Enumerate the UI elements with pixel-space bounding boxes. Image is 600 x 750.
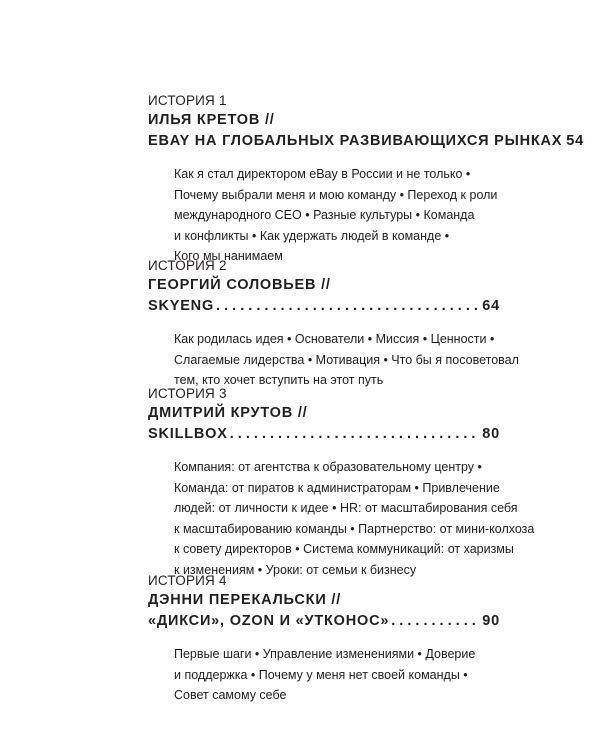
description-line: Как родилась идея • Основатели • Миссия • Ценности • xyxy=(174,332,495,346)
description-line: тем, кто хочет вступить на этот путь xyxy=(174,373,384,387)
page-number: 80 xyxy=(482,426,500,442)
dot-leader xyxy=(230,425,481,444)
description-line: Совет самому себе xyxy=(174,688,287,702)
description-line: Команда: от пиратов к администраторам • Привлечение xyxy=(174,480,500,495)
story-label: ИСТОРИЯ 3 xyxy=(148,386,227,401)
description-line: Почему выбрали меня и мою команду • Переход к роли xyxy=(174,187,498,202)
description-line: Первые шаги • Управление изменениями • Доверие xyxy=(174,647,476,661)
toc-entry-2 xyxy=(148,257,519,391)
description-line: к изменениям • Уроки: от семьи к бизнесу xyxy=(174,562,417,577)
story-description xyxy=(174,457,535,580)
description-line: Компания: от агентства к образовательному центру • xyxy=(174,460,482,474)
story-title: SKILLBOX xyxy=(148,426,228,442)
page-number: 64 xyxy=(482,298,500,314)
story-title-line[interactable] xyxy=(148,132,585,151)
story-title-line[interactable] xyxy=(148,297,500,316)
description-line: международного CEO • Разные культуры • Команда xyxy=(174,208,475,222)
description-line: Слагаемые лидерства • Мотивация • Что бы я посоветовал xyxy=(174,352,519,367)
dot-leader xyxy=(216,297,480,316)
story-label: ИСТОРИЯ 2 xyxy=(148,258,227,273)
dot-leader xyxy=(391,612,480,631)
story-title: «ДИКСИ», OZON И «УТКОНОС» xyxy=(148,613,390,629)
description-line: к масштабированию команды • Партнерство: от мини-колхоза xyxy=(174,521,535,536)
story-title-line[interactable] xyxy=(148,612,500,631)
story-title: EBAY НА ГЛОБАЛЬНЫХ РАЗВИВАЮЩИХСЯ РЫНКАХ xyxy=(148,133,563,149)
story-author: ИЛЬЯ КРЕТОВ // xyxy=(148,112,275,128)
description-line: и поддержка • Почему у меня нет своей команды • xyxy=(174,667,468,682)
story-title: SKYENG xyxy=(148,298,215,314)
toc-entry-3 xyxy=(148,385,535,580)
story-label: ИСТОРИЯ 1 xyxy=(148,93,227,108)
story-author: ДЭННИ ПЕРЕКАЛЬСКИ // xyxy=(148,592,342,608)
page-number: 54 xyxy=(566,133,585,149)
description-line: Как я стал директором eBay в России и не только • xyxy=(174,167,471,181)
toc-entry-1 xyxy=(148,92,585,267)
story-description xyxy=(174,164,498,267)
toc-entry-4 xyxy=(148,572,500,706)
story-author: ГЕОРГИЙ СОЛОВЬЕВ // xyxy=(148,277,331,293)
description-line: и конфликты • Как удержать людей в команде • xyxy=(174,228,450,243)
description-line: Кого мы нанимаем xyxy=(174,249,283,263)
story-label: ИСТОРИЯ 4 xyxy=(148,573,227,588)
story-description xyxy=(174,329,519,391)
story-title-line[interactable] xyxy=(148,425,500,444)
story-author: ДМИТРИЙ КРУТОВ // xyxy=(148,405,308,421)
description-line: к совету директоров • Система коммуникаций: от харизмы xyxy=(174,542,514,556)
story-description xyxy=(174,644,494,706)
page-number: 90 xyxy=(482,613,500,629)
description-line: людей: от личности к идее • HR: от масштабирования себя xyxy=(174,501,518,515)
